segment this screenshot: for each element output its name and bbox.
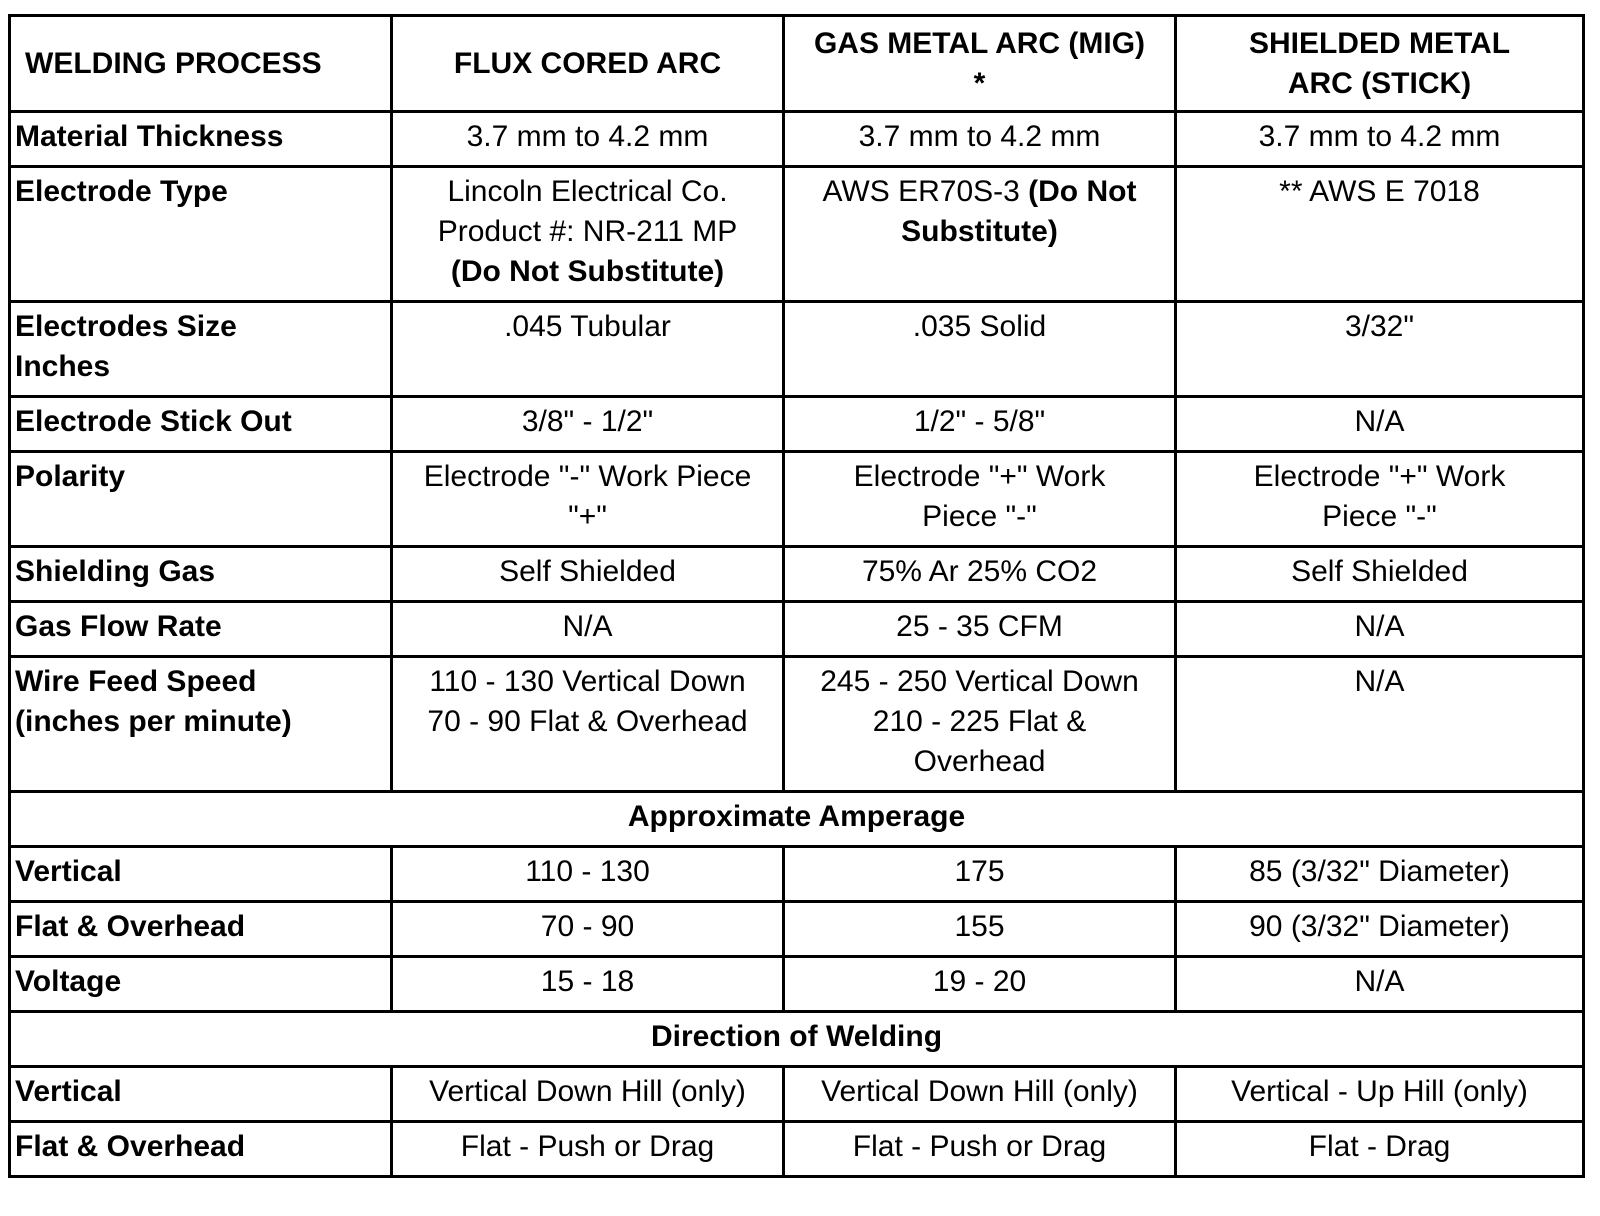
cell-electrode-type-fcaw [392, 167, 784, 302]
section-row-amperage [10, 792, 1584, 847]
electrode-type-fcaw-line2: Product #: NR-211 MP [437, 215, 738, 248]
cell-electrode-type-smaw: ** AWS E 7018 [1176, 167, 1584, 302]
row-label-wire-feed [10, 657, 392, 792]
wire-feed-label-line1: Wire Feed Speed [15, 665, 257, 698]
cell-gas-flow-gmaw: 25 - 35 CFM [784, 602, 1176, 657]
cell-dir-flat-fcaw: Flat - Push or Drag [392, 1122, 784, 1177]
electrode-size-label-line2: Inches [15, 350, 111, 383]
electrode-type-gmaw-bold2: Substitute) [901, 215, 1058, 248]
row-label-electrode-type: Electrode Type [10, 167, 392, 302]
cell-stick-out-smaw: N/A [1176, 397, 1584, 452]
electrode-type-gmaw-bold1: (Do Not [1028, 175, 1137, 208]
row-label-shielding-gas: Shielding Gas [10, 547, 392, 602]
table-row-gas-flow [10, 602, 1584, 657]
electrode-type-fcaw-line3: (Do Not Substitute) [450, 255, 725, 288]
section-title-direction: Direction of Welding [10, 1012, 1584, 1067]
polarity-fcaw-line1: Electrode "-" Work Piece [423, 460, 752, 493]
table-row-dir-vertical [10, 1067, 1584, 1122]
row-label-stick-out: Electrode Stick Out [10, 397, 392, 452]
table-row-stick-out [10, 397, 1584, 452]
cell-wire-feed-gmaw [784, 657, 1176, 792]
table-row-amp-flat [10, 902, 1584, 957]
section-title-amperage: Approximate Amperage [10, 792, 1584, 847]
row-label-thickness: Material Thickness [10, 112, 392, 167]
polarity-smaw-line2: Piece "-" [1322, 500, 1437, 533]
header-smaw-line2: ARC (STICK) [1287, 66, 1472, 100]
table-row-wire-feed [10, 657, 1584, 792]
cell-wire-feed-smaw: N/A [1176, 657, 1584, 792]
wire-feed-fcaw-line2: 70 - 90 Flat & Overhead [427, 705, 748, 738]
cell-voltage-smaw: N/A [1176, 957, 1584, 1012]
cell-amp-vertical-gmaw: 175 [784, 847, 1176, 902]
cell-thickness-fcaw: 3.7 mm to 4.2 mm [392, 112, 784, 167]
cell-voltage-gmaw: 19 - 20 [784, 957, 1176, 1012]
cell-polarity-smaw [1176, 452, 1584, 547]
wire-feed-fcaw-line1: 110 - 130 Vertical Down [429, 665, 746, 698]
table-row-dir-flat [10, 1122, 1584, 1177]
cell-amp-flat-smaw: 90 (3/32" Diameter) [1176, 902, 1584, 957]
table-row-shielding-gas [10, 547, 1584, 602]
table-row-polarity [10, 452, 1584, 547]
cell-stick-out-gmaw: 1/2" - 5/8" [784, 397, 1176, 452]
row-label-gas-flow: Gas Flow Rate [10, 602, 392, 657]
cell-amp-flat-fcaw: 70 - 90 [392, 902, 784, 957]
cell-thickness-gmaw: 3.7 mm to 4.2 mm [784, 112, 1176, 167]
cell-stick-out-fcaw: 3/8" - 1/2" [392, 397, 784, 452]
header-row [10, 16, 1584, 112]
table-row-amp-vertical [10, 847, 1584, 902]
cell-amp-flat-gmaw: 155 [784, 902, 1176, 957]
header-smaw-line1: SHIELDED METAL [1248, 26, 1511, 60]
cell-shielding-gas-smaw: Self Shielded [1176, 547, 1584, 602]
row-label-amp-flat: Flat & Overhead [10, 902, 392, 957]
table-row-electrode-size [10, 302, 1584, 397]
row-label-amp-vertical: Vertical [10, 847, 392, 902]
cell-amp-vertical-smaw: 85 (3/32" Diameter) [1176, 847, 1584, 902]
electrode-type-gmaw-text: AWS ER70S-3 [822, 175, 1029, 208]
polarity-fcaw-line2: "+" [568, 500, 607, 533]
cell-shielding-gas-gmaw: 75% Ar 25% CO2 [784, 547, 1176, 602]
cell-wire-feed-fcaw [392, 657, 784, 792]
cell-polarity-gmaw [784, 452, 1176, 547]
polarity-gmaw-line2: Piece "-" [922, 500, 1037, 533]
row-label-electrode-size [10, 302, 392, 397]
electrode-size-label-line1: Electrodes Size [15, 310, 237, 343]
cell-gas-flow-fcaw: N/A [392, 602, 784, 657]
row-label-polarity: Polarity [10, 452, 392, 547]
header-gmaw-line2: * [973, 66, 986, 100]
table-row-voltage [10, 957, 1584, 1012]
section-row-direction [10, 1012, 1584, 1067]
cell-dir-vertical-gmaw: Vertical Down Hill (only) [784, 1067, 1176, 1122]
polarity-gmaw-line1: Electrode "+" Work [853, 460, 1106, 493]
cell-electrode-size-gmaw: .035 Solid [784, 302, 1176, 397]
cell-gas-flow-smaw: N/A [1176, 602, 1584, 657]
row-label-dir-flat: Flat & Overhead [10, 1122, 392, 1177]
cell-electrode-type-gmaw [784, 167, 1176, 302]
cell-polarity-fcaw [392, 452, 784, 547]
table-row-thickness [10, 112, 1584, 167]
cell-dir-vertical-smaw: Vertical - Up Hill (only) [1176, 1067, 1584, 1122]
header-gas-metal-arc [784, 16, 1176, 112]
wire-feed-gmaw-line3: Overhead [913, 745, 1046, 778]
wire-feed-label-line2: (inches per minute) [15, 705, 292, 738]
cell-electrode-size-fcaw: .045 Tubular [392, 302, 784, 397]
cell-dir-flat-gmaw: Flat - Push or Drag [784, 1122, 1176, 1177]
wire-feed-gmaw-line1: 245 - 250 Vertical Down [820, 665, 1139, 698]
header-welding-process: WELDING PROCESS [10, 16, 392, 112]
polarity-smaw-line1: Electrode "+" Work [1253, 460, 1506, 493]
header-gmaw-line1: GAS METAL ARC (MIG) [813, 26, 1146, 60]
cell-dir-vertical-fcaw: Vertical Down Hill (only) [392, 1067, 784, 1122]
cell-shielding-gas-fcaw: Self Shielded [392, 547, 784, 602]
wire-feed-gmaw-line2: 210 - 225 Flat & [872, 705, 1087, 738]
row-label-dir-vertical: Vertical [10, 1067, 392, 1122]
row-label-voltage: Voltage [10, 957, 392, 1012]
cell-electrode-size-smaw: 3/32" [1176, 302, 1584, 397]
cell-amp-vertical-fcaw: 110 - 130 [392, 847, 784, 902]
header-shielded-metal-arc [1176, 16, 1584, 112]
table-row-electrode-type [10, 167, 1584, 302]
cell-voltage-fcaw: 15 - 18 [392, 957, 784, 1012]
electrode-type-fcaw-line1: Lincoln Electrical Co. [447, 175, 728, 208]
cell-dir-flat-smaw: Flat - Drag [1176, 1122, 1584, 1177]
header-flux-cored-arc: FLUX CORED ARC [392, 16, 784, 112]
welding-parameters-table [8, 14, 1585, 1178]
cell-thickness-smaw: 3.7 mm to 4.2 mm [1176, 112, 1584, 167]
